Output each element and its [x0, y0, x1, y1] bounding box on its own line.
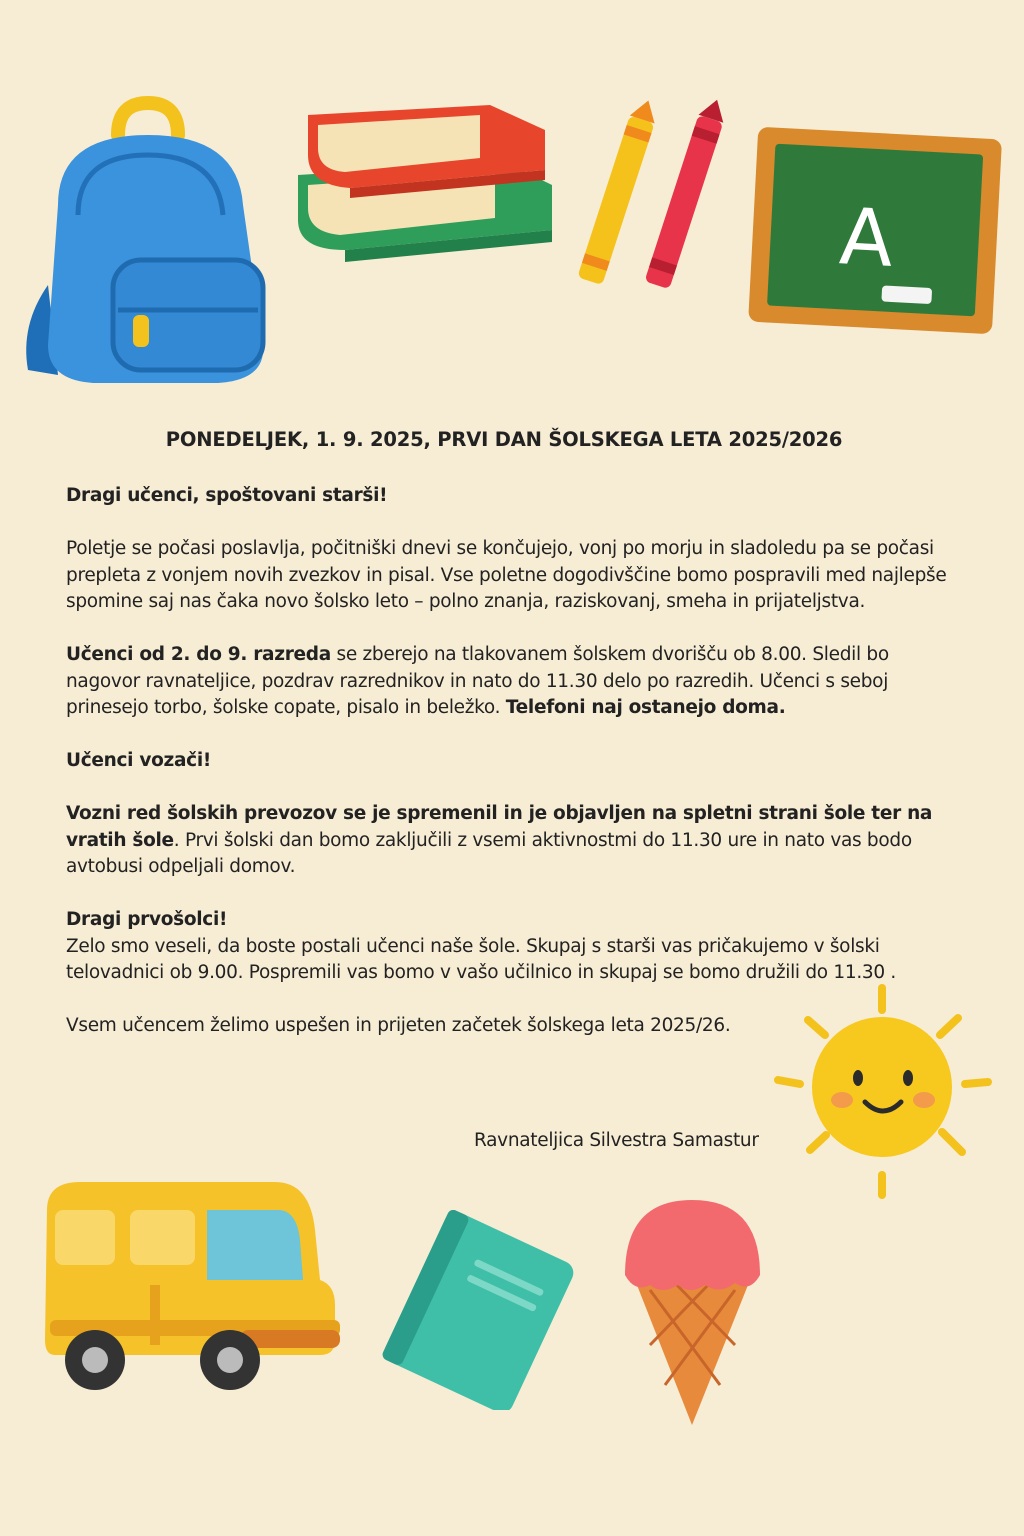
school-bus-icon — [35, 1170, 345, 1410]
chalkboard-icon — [745, 125, 1005, 340]
commuters-heading: Učenci vozači! — [66, 750, 212, 771]
chalkboard-letter: A — [837, 192, 896, 285]
greeting: Dragi učenci, spoštovani starši! — [66, 485, 388, 506]
closing: Vsem učencem želimo uspešen in prijeten začetek šolskega leta 2025/26. — [66, 1015, 731, 1036]
first-graders-heading: Dragi prvošolci! — [66, 909, 228, 930]
grades-lead: Učenci od 2. do 9. razreda — [66, 644, 331, 665]
first-graders-text: Zelo smo veseli, da boste postali učenci naše šole. Skupaj s starši vas pričakujemo v šolski telovadnici ob 9.00. Pospremili vas bomo v vašo učilnico in skupaj se bomo družili do 11.30 . — [66, 935, 897, 983]
letter-body — [66, 483, 956, 1066]
signature: Ravnateljica Silvestra Samastur — [474, 1130, 759, 1151]
grades-paragraph — [66, 642, 956, 722]
commuters-paragraph — [66, 801, 956, 881]
commuters-lead: Vozni red šolskih prevozov se je spremenil in je objavljen na spletni strani šole ter na vratih šole — [66, 803, 933, 851]
notebook-icon — [375, 1210, 585, 1410]
intro-paragraph: Poletje se počasi poslavlja, počitniški dnevi se končujejo, vonj po morju in sladoledu pa se počasi prepleta z vonjem novih zvezkov in pisal. Vse poletne dogodivščine bomo pospravili med najlepše spomine saj nas čaka novo šolsko leto – polno znanja, raziskovanj, smeha in prijateljstva. — [66, 538, 947, 612]
page-title: PONEDELJEK, 1. 9. 2025, PRVI DAN ŠOLSKEGA LETA 2025/2026 — [165, 428, 843, 451]
grades-emphasis: Telefoni naj ostanejo doma. — [505, 697, 786, 718]
books-icon — [290, 100, 560, 270]
first-graders-paragraph — [66, 907, 956, 987]
commuters-text: . Prvi šolski dan bomo zaključili z vsemi aktivnostmi do 11.30 ure in nato vas bodo avtobusi odpeljali domov. — [66, 829, 912, 877]
ice-cream-icon — [620, 1195, 765, 1430]
grades-text: se zberejo na tlakovanem šolskem dvorišču ob 8.00. Sledil bo nagovor ravnateljice, pozdrav razrednikov in nato do 11.30 delo po razredih. Učenci s seboj prinesejo torbo, šolske copate, pisalo in beležko. — [66, 644, 889, 718]
crayon-icon — [565, 95, 730, 310]
backpack-icon — [18, 95, 278, 390]
